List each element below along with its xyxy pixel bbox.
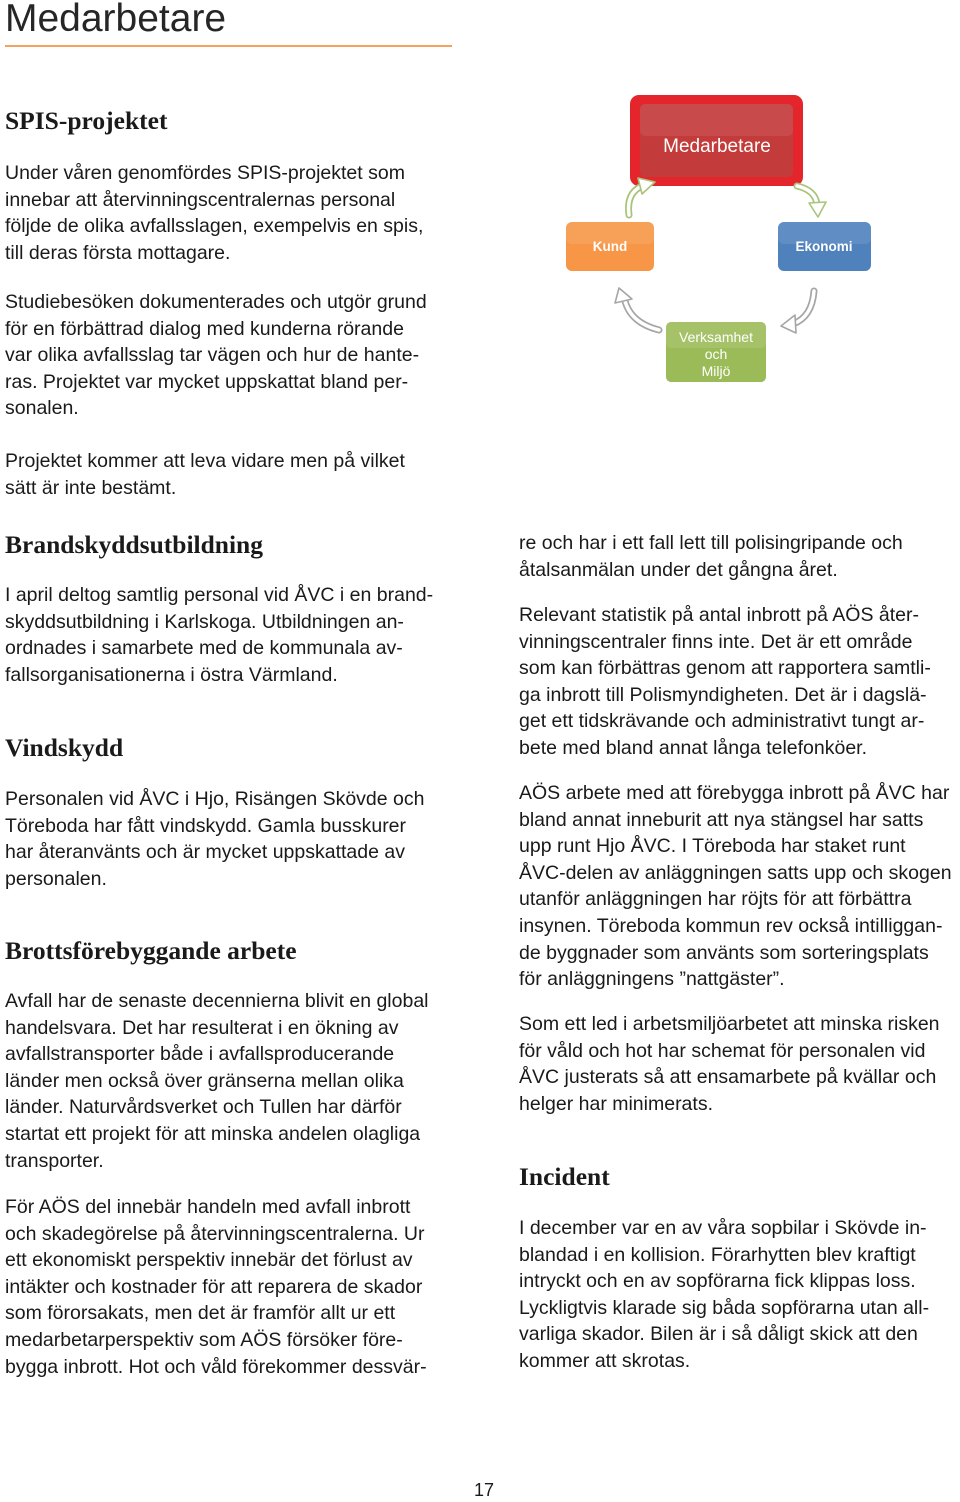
node-ekonomi — [778, 222, 871, 271]
text-line: var olika avfallsslag tar vägen och hur de hante- — [5, 344, 420, 367]
heading-brottsforebyggande-arbete: Brottsförebyggande arbete — [5, 936, 297, 965]
text-line: ÅVC-delen av anläggningen satts upp och skogen — [519, 861, 952, 884]
text-line: insynen. Töreboda kommun rev också intilliggan- — [519, 914, 943, 937]
text-line: bygga inbrott. Hot och våld förekommer dessvär- — [5, 1355, 427, 1378]
arrow-kund-to-medarbetare — [629, 178, 655, 215]
node-kund-label: Kund — [592, 239, 628, 254]
paragraph-brott-2 — [5, 1194, 427, 1380]
title-underline — [5, 45, 452, 47]
arrow-verksamhet-to-kund — [615, 288, 659, 330]
paragraph-incident — [519, 1215, 929, 1375]
text-line: ga inbrott till Polismyndigheten. Det är i dagslä- — [519, 683, 927, 706]
heading-vindskydd: Vindskydd — [5, 733, 124, 762]
text-line: och skadegörelse på återvinningscentralerna. Ur — [5, 1222, 425, 1245]
text-line: sätt är inte bestämt. — [5, 476, 177, 499]
text-line: för en förbättrad dialog med kunderna rörande — [5, 317, 404, 340]
text-line: intryckt och en av sopförarna fick klippas loss. — [519, 1270, 916, 1293]
arrow-verksamhet-to-kund-outline — [625, 301, 659, 330]
node-medarbetare-label: Medarbetare — [663, 136, 771, 157]
heading-incident: Incident — [519, 1162, 610, 1191]
paragraph-brott-4 — [519, 780, 952, 993]
text-line: Lyckligtvis klarade sig båda sopförarna utan all- — [519, 1296, 930, 1319]
text-line: Studiebesöken dokumenterades och utgör grund — [5, 291, 427, 313]
text-line: Projektet kommer att leva vidare men på vilket — [5, 450, 405, 472]
paragraph-spis-1 — [5, 160, 423, 266]
text-line: varliga skador. Bilen är i så dåligt skick att den — [519, 1323, 918, 1346]
node-verksamhet-label-line-1: Verksamhet — [679, 329, 753, 345]
paragraph-spis-3 — [5, 448, 405, 501]
heading-spis-projektet: SPIS-projektet — [5, 106, 168, 135]
text-line: utanför anläggningen har röjts för att förbättra — [519, 888, 912, 911]
text-line: sonalen. — [5, 397, 79, 420]
text-line: bland annat inneburit att nya stängsel har satts — [519, 808, 924, 831]
page-number: 17 — [473, 1480, 495, 1500]
text-line: ras. Projektet var mycket uppskattat bland per- — [5, 370, 409, 393]
text-line: ett ekonomiskt perspektiv innebär det förlust av — [5, 1249, 413, 1272]
text-line: re och har i ett fall lett till polisingripande och — [519, 532, 903, 554]
text-line: get ett tidskrävande och administrativt tungt ar- — [519, 710, 925, 733]
text-line: personalen. — [5, 867, 107, 890]
text-line: I april deltog samtlig personal vid ÅVC i en brand- — [5, 584, 434, 606]
text-line: transporter. — [5, 1149, 104, 1172]
text-line: åtalsanmälan under det gångna året. — [519, 558, 838, 581]
text-line: I december var en av våra sopbilar i Skövde in- — [519, 1217, 927, 1239]
text-line: startat ett projekt för att minska andelen olagliga — [5, 1122, 421, 1145]
arrow-ekonomi-to-verksamhet-head — [781, 315, 796, 333]
text-line: Avfall har de senaste decennierna blivit en global — [5, 990, 429, 1012]
text-line: fallsorganisationerna i östra Värmland. — [5, 663, 338, 686]
paragraph-brott-2-continued — [519, 530, 903, 583]
arrow-verksamhet-to-kund-head — [615, 288, 632, 303]
text-line: blandad i en kollision. Förarhytten blev kraftigt — [519, 1243, 916, 1266]
text-line: följde de olika avfallsslagen, exempelvis en spis, — [5, 215, 424, 238]
paragraph-spis-2 — [5, 289, 427, 422]
text-line: Som ett led i arbetsmiljöarbetet att minska risken — [519, 1013, 940, 1035]
text-line: som förorsakats, men det är framför allt ur ett — [5, 1302, 396, 1325]
paragraph-brott-3 — [519, 602, 931, 762]
text-line: länder. Naturvårdsverket och Tullen har därför — [5, 1096, 402, 1119]
text-line: för anläggningens ”nattgäster”. — [519, 968, 785, 991]
text-line: länder men också över gränserna mellan olika — [5, 1069, 404, 1092]
node-kund — [566, 222, 654, 271]
text-line: Personalen vid ÅVC i Hjo, Risängen Skövde och — [5, 788, 425, 810]
node-ekonomi-label: Ekonomi — [795, 239, 853, 254]
text-line: vinningscentraler finns inte. Det är ett område — [519, 630, 913, 653]
node-verksamhet-label-line-2: och — [704, 346, 728, 362]
text-line: bete med bland annat långa telefonköer. — [519, 736, 868, 759]
text-line: handelsvara. Det har resulterat i en ökning av — [5, 1016, 399, 1039]
node-medarbetare — [630, 95, 803, 186]
text-line: ordnades i samarbete med de kommunala av- — [5, 637, 403, 660]
text-line: som kan förbättras genom att rapportera samtli- — [519, 657, 931, 680]
text-line: Relevant statistik på antal inbrott på AÖS åter- — [519, 604, 919, 626]
paragraph-brott-1 — [5, 988, 429, 1174]
heading-brandskyddsutbildning: Brandskyddsutbildning — [5, 530, 263, 559]
node-medarbetare-highlight — [640, 104, 793, 136]
text-line: Töreboda har fått vindskydd. Gamla busskurer — [5, 814, 407, 837]
text-line: För AÖS del innebär handeln med avfall inbrott — [5, 1196, 411, 1218]
paragraph-brandskydd — [5, 582, 433, 688]
paragraph-vindskydd — [5, 786, 424, 892]
page-title: Medarbetare — [5, 0, 227, 40]
text-line: för våld och hot har schemat för personalen vid — [519, 1039, 926, 1062]
arrow-ekonomi-to-verksamhet — [781, 291, 814, 333]
text-line: de byggnader som använts som sorteringsplats — [519, 941, 929, 964]
text-line: AÖS arbete med att förebygga inbrott på ÅVC har — [519, 782, 950, 804]
text-line: ÅVC justerats så att ensamarbete på kvällar och — [519, 1066, 937, 1089]
text-line: kommer att skrotas. — [519, 1349, 691, 1372]
text-line: Under våren genomfördes SPIS-projektet som — [5, 162, 405, 184]
text-line: medarbetarperspektiv som AÖS försöker före- — [5, 1328, 403, 1351]
text-line: upp runt Hjo ÅVC. I Töreboda har staket runt — [519, 835, 906, 858]
text-line: avfallstransporter både i avfallsproducerande — [5, 1043, 395, 1066]
arrow-medarbetare-to-ekonomi-head — [809, 202, 826, 217]
text-line: skyddsutbildning i Karlskoga. Utbildningen an- — [5, 610, 404, 633]
text-line: har återanvänts och är mycket uppskattade av — [5, 841, 405, 864]
node-verksamhet-och-miljo — [666, 322, 766, 382]
node-verksamhet-label-line-3: Miljö — [701, 363, 731, 379]
text-line: intäkter och kostnader för att reparera de skador — [5, 1275, 423, 1298]
text-line: till deras första mottagare. — [5, 241, 231, 264]
arrow-medarbetare-to-ekonomi — [797, 186, 826, 217]
paragraph-brott-5 — [519, 1011, 940, 1117]
relationship-diagram — [540, 85, 900, 395]
text-line: innebar att återvinningscentralernas personal — [5, 188, 396, 211]
text-line: helger har minimerats. — [519, 1092, 713, 1115]
